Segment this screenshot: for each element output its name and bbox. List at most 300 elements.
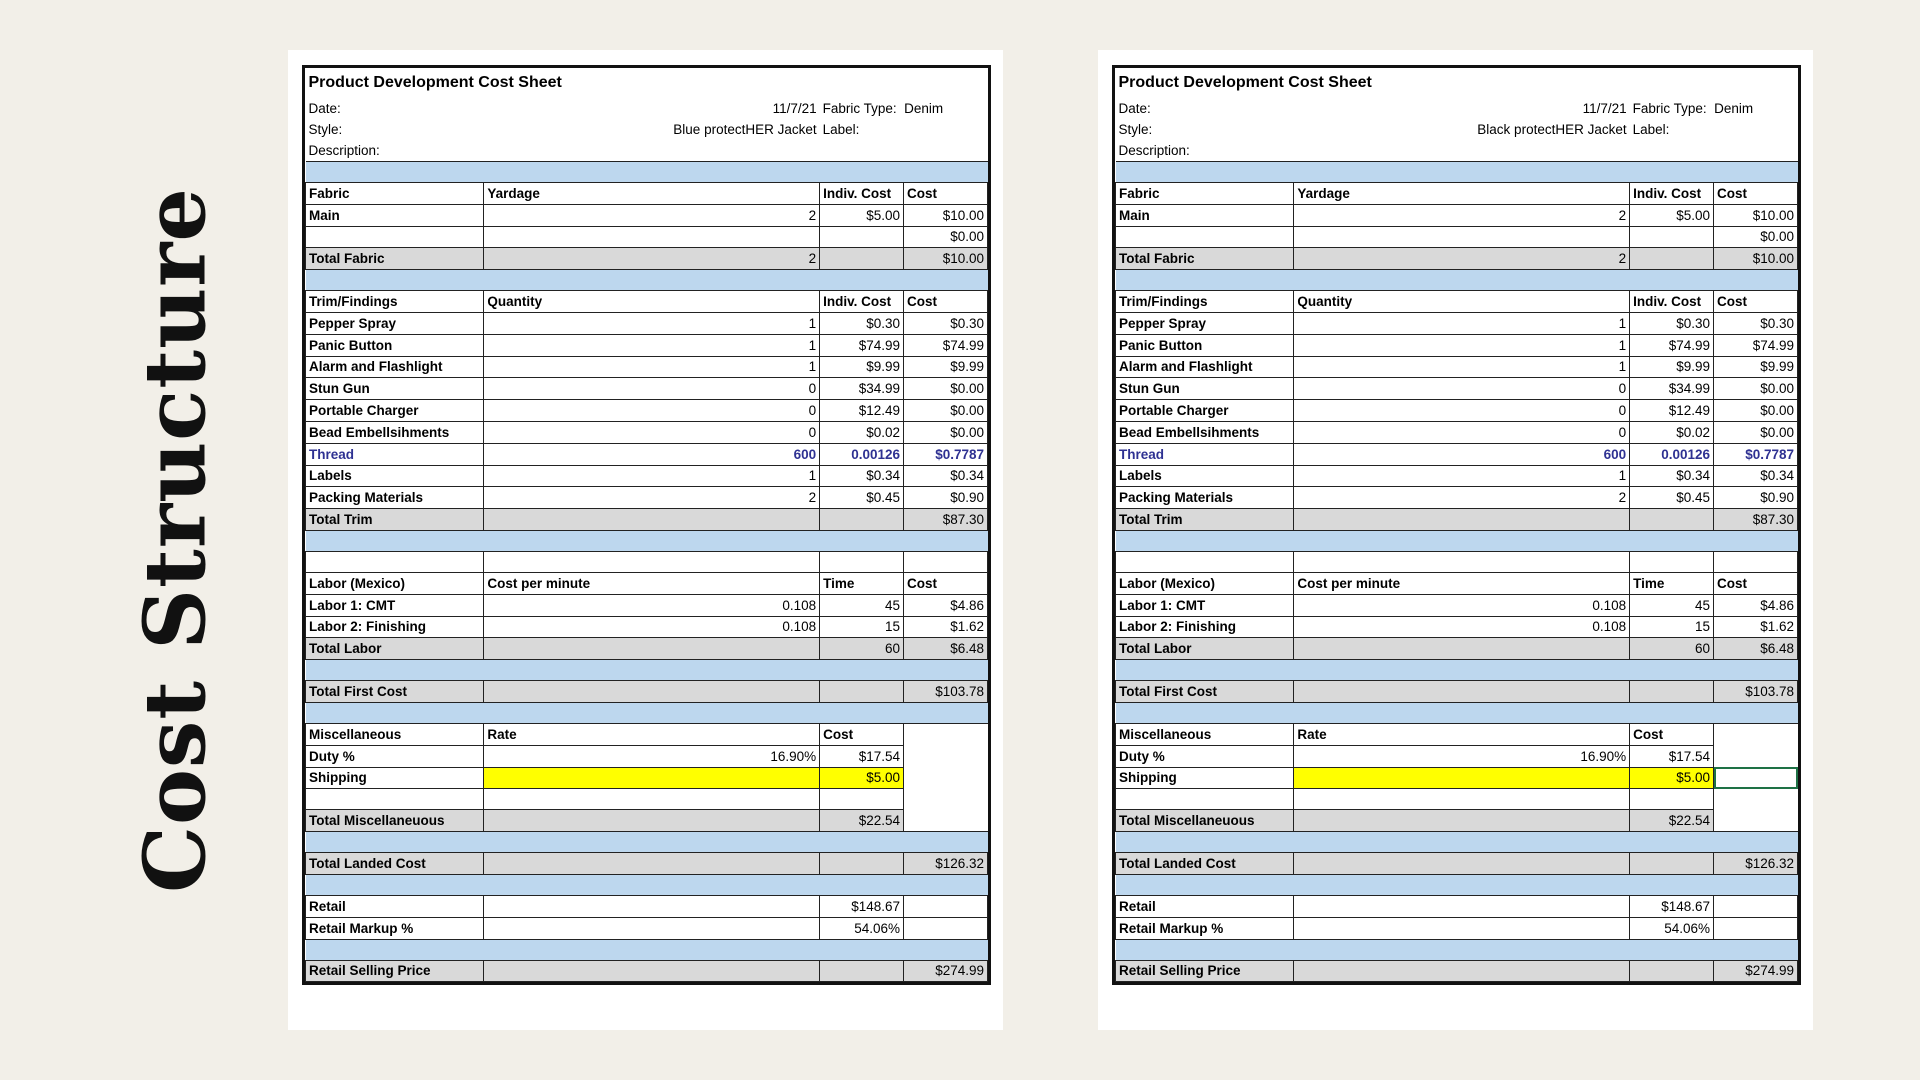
item-name[interactable]: Labor 1: CMT xyxy=(306,594,484,616)
band-cell[interactable] xyxy=(1714,270,1798,291)
column-header[interactable]: Indiv. Cost xyxy=(1630,291,1714,313)
empty-cell[interactable] xyxy=(904,789,988,810)
total-cost[interactable]: $22.54 xyxy=(820,810,904,832)
column-header[interactable]: Cost per minute xyxy=(484,572,820,594)
band-cell[interactable] xyxy=(1630,832,1714,853)
empty-cell[interactable] xyxy=(484,509,820,531)
total-label[interactable]: Total Fabric xyxy=(1116,248,1294,270)
description-label[interactable]: Description: xyxy=(1118,143,1190,158)
empty-cell[interactable] xyxy=(904,551,988,572)
empty-cell[interactable] xyxy=(1294,551,1630,572)
empty-cell[interactable] xyxy=(484,789,820,810)
item-name[interactable] xyxy=(306,226,484,248)
total-cost[interactable]: $103.78 xyxy=(1714,681,1798,703)
empty-cell[interactable] xyxy=(1714,810,1798,832)
empty-cell[interactable] xyxy=(1294,638,1630,660)
total-label[interactable]: Retail Selling Price xyxy=(306,960,484,982)
item-name[interactable] xyxy=(1116,226,1294,248)
band-cell[interactable] xyxy=(820,270,904,291)
quantity-cell[interactable] xyxy=(484,226,820,248)
fabric-type[interactable] xyxy=(820,98,988,119)
band-cell[interactable] xyxy=(1630,874,1714,895)
empty-cell[interactable] xyxy=(904,810,988,832)
empty-cell[interactable] xyxy=(484,810,820,832)
empty-cell[interactable] xyxy=(1294,509,1630,531)
cost-cell[interactable]: $0.00 xyxy=(1714,226,1798,248)
item-name[interactable]: Portable Charger xyxy=(306,400,484,422)
column-header[interactable]: Indiv. Cost xyxy=(820,291,904,313)
empty-cell[interactable] xyxy=(484,895,820,917)
band-cell[interactable] xyxy=(1116,660,1294,681)
cost-cell[interactable]: $0.90 xyxy=(1714,487,1798,509)
item-name[interactable]: Packing Materials xyxy=(1116,487,1294,509)
total-label[interactable]: Total First Cost xyxy=(1116,681,1294,703)
band-cell[interactable] xyxy=(904,162,988,183)
item-name[interactable]: Duty % xyxy=(306,745,484,767)
item-name[interactable]: Duty % xyxy=(1116,745,1294,767)
band-cell[interactable] xyxy=(820,660,904,681)
band-cell[interactable] xyxy=(1630,162,1714,183)
quantity-cell[interactable]: 1 xyxy=(1294,334,1630,356)
shipping-rate-cell[interactable] xyxy=(1294,767,1630,789)
style-value[interactable]: Blue protectHER Jacket xyxy=(673,122,817,137)
rate-cell[interactable]: 0.108 xyxy=(1294,616,1630,638)
cost-cell[interactable]: $17.54 xyxy=(820,745,904,767)
column-header[interactable]: Time xyxy=(1630,572,1714,594)
column-header[interactable]: Cost xyxy=(1714,291,1798,313)
band-cell[interactable] xyxy=(904,832,988,853)
band-cell[interactable] xyxy=(1116,832,1294,853)
total-cost[interactable]: $274.99 xyxy=(1714,960,1798,982)
cost-cell[interactable]: $0.00 xyxy=(904,226,988,248)
band-cell[interactable] xyxy=(1630,939,1714,960)
quantity-cell[interactable]: 1 xyxy=(484,312,820,334)
band-cell[interactable] xyxy=(1630,530,1714,551)
empty-cell[interactable] xyxy=(1714,917,1798,939)
cost-cell[interactable]: $4.86 xyxy=(904,594,988,616)
quantity-cell[interactable]: 2 xyxy=(484,487,820,509)
band-cell[interactable] xyxy=(1714,660,1798,681)
band-cell[interactable] xyxy=(820,702,904,723)
cost-cell[interactable]: $17.54 xyxy=(1630,745,1714,767)
item-name[interactable]: Stun Gun xyxy=(306,378,484,400)
retail-value[interactable]: $148.67 xyxy=(1630,895,1714,917)
band-cell[interactable] xyxy=(904,270,988,291)
band-cell[interactable] xyxy=(820,162,904,183)
total-cost[interactable]: $87.30 xyxy=(1714,509,1798,531)
item-name[interactable]: Bead Embellsihments xyxy=(306,421,484,443)
column-header[interactable]: Yardage xyxy=(484,183,820,205)
total-label[interactable]: Total Fabric xyxy=(306,248,484,270)
band-cell[interactable] xyxy=(904,939,988,960)
cost-cell[interactable]: $0.00 xyxy=(1714,378,1798,400)
quantity-cell[interactable]: 0 xyxy=(1294,378,1630,400)
total-cost[interactable]: $126.32 xyxy=(1714,853,1798,875)
item-name[interactable]: Thread xyxy=(306,443,484,465)
empty-cell[interactable] xyxy=(1294,810,1630,832)
empty-cell[interactable] xyxy=(1116,789,1294,810)
band-cell[interactable] xyxy=(820,874,904,895)
total-quantity[interactable]: 2 xyxy=(484,248,820,270)
quantity-cell[interactable] xyxy=(1294,226,1630,248)
quantity-cell[interactable]: 600 xyxy=(1294,443,1630,465)
empty-cell[interactable] xyxy=(1630,248,1714,270)
band-cell[interactable] xyxy=(1294,162,1630,183)
band-cell[interactable] xyxy=(1116,162,1294,183)
column-header[interactable]: Rate xyxy=(484,723,820,745)
time-cell[interactable]: 45 xyxy=(1630,594,1714,616)
cost-cell[interactable]: $0.7787 xyxy=(904,443,988,465)
column-header[interactable]: Labor (Mexico) xyxy=(1116,572,1294,594)
empty-cell[interactable] xyxy=(1630,551,1714,572)
indiv-cost-cell[interactable]: $0.45 xyxy=(820,487,904,509)
cost-cell[interactable]: $0.30 xyxy=(1714,312,1798,334)
column-header[interactable]: Trim/Findings xyxy=(306,291,484,313)
empty-cell[interactable] xyxy=(1116,551,1294,572)
band-cell[interactable] xyxy=(306,660,484,681)
band-cell[interactable] xyxy=(484,270,820,291)
band-cell[interactable] xyxy=(1294,660,1630,681)
band-cell[interactable] xyxy=(820,939,904,960)
empty-cell[interactable] xyxy=(1714,789,1798,810)
total-label[interactable]: Total Labor xyxy=(1116,638,1294,660)
time-cell[interactable]: 45 xyxy=(820,594,904,616)
total-label[interactable]: Retail Selling Price xyxy=(1116,960,1294,982)
column-header[interactable]: Cost per minute xyxy=(1294,572,1630,594)
band-cell[interactable] xyxy=(1630,660,1714,681)
quantity-cell[interactable]: 2 xyxy=(1294,487,1630,509)
column-header[interactable]: Cost xyxy=(1630,723,1714,745)
empty-cell[interactable] xyxy=(484,551,820,572)
item-name[interactable]: Portable Charger xyxy=(1116,400,1294,422)
indiv-cost-cell[interactable]: $9.99 xyxy=(820,356,904,378)
empty-cell[interactable] xyxy=(904,895,988,917)
date-value[interactable]: 11/7/21 xyxy=(1582,101,1627,116)
cost-cell[interactable]: $0.00 xyxy=(1714,421,1798,443)
time-cell[interactable]: 15 xyxy=(1630,616,1714,638)
column-header[interactable]: Fabric xyxy=(306,183,484,205)
date-value[interactable]: 11/7/21 xyxy=(772,101,817,116)
cost-cell[interactable]: $9.99 xyxy=(904,356,988,378)
cost-cell[interactable]: $0.34 xyxy=(904,465,988,487)
label-label[interactable]: Label: xyxy=(822,122,860,137)
quantity-cell[interactable]: 0 xyxy=(1294,421,1630,443)
indiv-cost-cell[interactable]: $9.99 xyxy=(1630,356,1714,378)
total-cost[interactable]: $6.48 xyxy=(904,638,988,660)
quantity-cell[interactable]: 0 xyxy=(484,400,820,422)
markup-value[interactable]: 54.06% xyxy=(820,917,904,939)
rate-cell[interactable]: 0.108 xyxy=(484,616,820,638)
cost-cell[interactable]: $0.7787 xyxy=(1714,443,1798,465)
indiv-cost-cell[interactable]: $5.00 xyxy=(820,204,904,226)
selected-cell[interactable] xyxy=(904,767,988,789)
indiv-cost-cell[interactable] xyxy=(820,226,904,248)
empty-cell[interactable] xyxy=(306,789,484,810)
indiv-cost-cell[interactable]: $0.34 xyxy=(820,465,904,487)
empty-cell[interactable] xyxy=(1714,895,1798,917)
empty-cell[interactable] xyxy=(1294,681,1630,703)
band-cell[interactable] xyxy=(1630,702,1714,723)
indiv-cost-cell[interactable]: $12.49 xyxy=(1630,400,1714,422)
column-header[interactable]: Miscellaneous xyxy=(1116,723,1294,745)
empty-cell[interactable] xyxy=(1714,551,1798,572)
total-time[interactable]: 60 xyxy=(820,638,904,660)
band-cell[interactable] xyxy=(1116,702,1294,723)
band-cell[interactable] xyxy=(484,874,820,895)
cost-cell[interactable]: $0.30 xyxy=(904,312,988,334)
cost-cell[interactable]: $1.62 xyxy=(1714,616,1798,638)
empty-cell[interactable] xyxy=(1714,745,1798,767)
empty-cell[interactable] xyxy=(1630,509,1714,531)
column-header[interactable]: Yardage xyxy=(1294,183,1630,205)
empty-cell[interactable] xyxy=(1630,681,1714,703)
fabric-type[interactable] xyxy=(1630,98,1798,119)
empty-cell[interactable] xyxy=(1294,789,1630,810)
item-name[interactable]: Shipping xyxy=(1116,767,1294,789)
column-header[interactable]: Trim/Findings xyxy=(1116,291,1294,313)
rate-cell[interactable]: 16.90% xyxy=(1294,745,1630,767)
quantity-cell[interactable]: 0 xyxy=(484,421,820,443)
cost-cell[interactable]: $0.90 xyxy=(904,487,988,509)
cost-cell[interactable]: $10.00 xyxy=(1714,204,1798,226)
cost-cell[interactable]: $0.00 xyxy=(1714,400,1798,422)
item-name[interactable]: Main xyxy=(1116,204,1294,226)
empty-cell[interactable] xyxy=(820,789,904,810)
column-header[interactable]: Cost xyxy=(904,183,988,205)
empty-cell[interactable] xyxy=(1294,917,1630,939)
item-name[interactable]: Labor 2: Finishing xyxy=(1116,616,1294,638)
empty-cell[interactable] xyxy=(1630,853,1714,875)
item-name[interactable]: Main xyxy=(306,204,484,226)
quantity-cell[interactable]: 1 xyxy=(484,334,820,356)
total-label[interactable]: Total Labor xyxy=(306,638,484,660)
total-cost[interactable]: $6.48 xyxy=(1714,638,1798,660)
rate-cell[interactable]: 0.108 xyxy=(1294,594,1630,616)
band-cell[interactable] xyxy=(484,832,820,853)
band-cell[interactable] xyxy=(306,530,484,551)
cost-cell[interactable]: $4.86 xyxy=(1714,594,1798,616)
column-header[interactable]: Time xyxy=(820,572,904,594)
item-name[interactable]: Packing Materials xyxy=(306,487,484,509)
item-name[interactable]: Thread xyxy=(1116,443,1294,465)
cost-cell[interactable]: $9.99 xyxy=(1714,356,1798,378)
column-header[interactable]: Miscellaneous xyxy=(306,723,484,745)
time-cell[interactable]: 15 xyxy=(820,616,904,638)
band-cell[interactable] xyxy=(1714,832,1798,853)
rate-cell[interactable]: 16.90% xyxy=(484,745,820,767)
cost-cell[interactable]: $0.00 xyxy=(904,400,988,422)
column-header[interactable]: Indiv. Cost xyxy=(1630,183,1714,205)
item-name[interactable]: Pepper Spray xyxy=(306,312,484,334)
quantity-cell[interactable]: 2 xyxy=(1294,204,1630,226)
band-cell[interactable] xyxy=(1294,270,1630,291)
quantity-cell[interactable]: 2 xyxy=(484,204,820,226)
item-name[interactable]: Retail Markup % xyxy=(1116,917,1294,939)
item-name[interactable]: Bead Embellsihments xyxy=(1116,421,1294,443)
band-cell[interactable] xyxy=(1116,939,1294,960)
empty-cell[interactable] xyxy=(820,853,904,875)
total-cost[interactable]: $274.99 xyxy=(904,960,988,982)
item-name[interactable]: Panic Button xyxy=(306,334,484,356)
total-time[interactable]: 60 xyxy=(1630,638,1714,660)
indiv-cost-cell[interactable]: $74.99 xyxy=(1630,334,1714,356)
band-cell[interactable] xyxy=(484,530,820,551)
band-cell[interactable] xyxy=(484,162,820,183)
empty-cell[interactable] xyxy=(484,681,820,703)
empty-cell[interactable] xyxy=(484,638,820,660)
total-cost[interactable]: $126.32 xyxy=(904,853,988,875)
empty-cell[interactable] xyxy=(820,551,904,572)
indiv-cost-cell[interactable] xyxy=(1630,226,1714,248)
total-cost[interactable]: $87.30 xyxy=(904,509,988,531)
empty-cell[interactable] xyxy=(484,960,820,982)
band-cell[interactable] xyxy=(820,832,904,853)
cost-cell[interactable]: $1.62 xyxy=(904,616,988,638)
band-cell[interactable] xyxy=(1630,270,1714,291)
total-label[interactable]: Total Landed Cost xyxy=(1116,853,1294,875)
indiv-cost-cell[interactable]: $0.02 xyxy=(1630,421,1714,443)
quantity-cell[interactable]: 1 xyxy=(1294,312,1630,334)
item-name[interactable]: Stun Gun xyxy=(1116,378,1294,400)
total-quantity[interactable]: 2 xyxy=(1294,248,1630,270)
total-cost[interactable]: $10.00 xyxy=(904,248,988,270)
empty-cell[interactable] xyxy=(904,745,988,767)
item-name[interactable]: Shipping xyxy=(306,767,484,789)
cost-cell[interactable]: $0.00 xyxy=(904,378,988,400)
empty-cell[interactable] xyxy=(820,248,904,270)
cost-cell[interactable]: $0.34 xyxy=(1714,465,1798,487)
quantity-cell[interactable]: 1 xyxy=(1294,356,1630,378)
item-name[interactable]: Retail xyxy=(306,895,484,917)
quantity-cell[interactable]: 600 xyxy=(484,443,820,465)
indiv-cost-cell[interactable]: $0.34 xyxy=(1630,465,1714,487)
item-name[interactable]: Labor 2: Finishing xyxy=(306,616,484,638)
column-header[interactable]: Cost xyxy=(820,723,904,745)
band-cell[interactable] xyxy=(820,530,904,551)
band-cell[interactable] xyxy=(1116,270,1294,291)
column-header[interactable]: Cost xyxy=(1714,183,1798,205)
column-header[interactable]: Quantity xyxy=(484,291,820,313)
band-cell[interactable] xyxy=(1714,162,1798,183)
column-header[interactable]: Quantity xyxy=(1294,291,1630,313)
empty-cell[interactable] xyxy=(1294,853,1630,875)
description-label[interactable]: Description: xyxy=(308,143,380,158)
total-cost[interactable]: $22.54 xyxy=(1630,810,1714,832)
column-header[interactable]: Cost xyxy=(904,291,988,313)
quantity-cell[interactable]: 0 xyxy=(484,378,820,400)
indiv-cost-cell[interactable]: 0.00126 xyxy=(1630,443,1714,465)
band-cell[interactable] xyxy=(1294,939,1630,960)
total-label[interactable]: Total Trim xyxy=(306,509,484,531)
cost-cell[interactable]: $74.99 xyxy=(904,334,988,356)
total-label[interactable]: Total Landed Cost xyxy=(306,853,484,875)
cost-cell[interactable]: $5.00 xyxy=(1630,767,1714,789)
empty-cell[interactable] xyxy=(306,551,484,572)
column-header[interactable]: Rate xyxy=(1294,723,1630,745)
band-cell[interactable] xyxy=(306,874,484,895)
band-cell[interactable] xyxy=(1116,530,1294,551)
band-cell[interactable] xyxy=(484,660,820,681)
cost-cell[interactable]: $5.00 xyxy=(820,767,904,789)
item-name[interactable]: Alarm and Flashlight xyxy=(1116,356,1294,378)
quantity-cell[interactable]: 0 xyxy=(1294,400,1630,422)
indiv-cost-cell[interactable]: $74.99 xyxy=(820,334,904,356)
empty-cell[interactable] xyxy=(1630,789,1714,810)
cost-cell[interactable]: $0.00 xyxy=(904,421,988,443)
total-label[interactable]: Total Miscellaneuous xyxy=(306,810,484,832)
item-name[interactable]: Labor 1: CMT xyxy=(1116,594,1294,616)
empty-cell[interactable] xyxy=(484,853,820,875)
total-cost[interactable]: $10.00 xyxy=(1714,248,1798,270)
band-cell[interactable] xyxy=(306,832,484,853)
indiv-cost-cell[interactable]: $12.49 xyxy=(820,400,904,422)
item-name[interactable]: Retail Markup % xyxy=(306,917,484,939)
column-header[interactable]: Cost xyxy=(1714,572,1798,594)
retail-value[interactable]: $148.67 xyxy=(820,895,904,917)
column-header[interactable]: Cost xyxy=(904,572,988,594)
band-cell[interactable] xyxy=(306,702,484,723)
empty-cell[interactable] xyxy=(820,509,904,531)
indiv-cost-cell[interactable]: $5.00 xyxy=(1630,204,1714,226)
indiv-cost-cell[interactable]: $0.02 xyxy=(820,421,904,443)
empty-cell[interactable] xyxy=(904,917,988,939)
band-cell[interactable] xyxy=(306,939,484,960)
total-label[interactable]: Total Trim xyxy=(1116,509,1294,531)
indiv-cost-cell[interactable]: 0.00126 xyxy=(820,443,904,465)
quantity-cell[interactable]: 1 xyxy=(1294,465,1630,487)
band-cell[interactable] xyxy=(904,874,988,895)
band-cell[interactable] xyxy=(1294,832,1630,853)
item-name[interactable]: Labels xyxy=(306,465,484,487)
rate-cell[interactable]: 0.108 xyxy=(484,594,820,616)
empty-cell[interactable] xyxy=(820,960,904,982)
band-cell[interactable] xyxy=(904,530,988,551)
item-name[interactable]: Panic Button xyxy=(1116,334,1294,356)
indiv-cost-cell[interactable]: $0.30 xyxy=(820,312,904,334)
column-header[interactable]: Fabric xyxy=(1116,183,1294,205)
quantity-cell[interactable]: 1 xyxy=(484,465,820,487)
empty-cell[interactable] xyxy=(1294,960,1630,982)
item-name[interactable]: Pepper Spray xyxy=(1116,312,1294,334)
item-name[interactable]: Retail xyxy=(1116,895,1294,917)
cost-cell[interactable]: $10.00 xyxy=(904,204,988,226)
empty-cell[interactable] xyxy=(820,681,904,703)
band-cell[interactable] xyxy=(306,162,484,183)
label-label[interactable]: Label: xyxy=(1632,122,1670,137)
band-cell[interactable] xyxy=(904,702,988,723)
quantity-cell[interactable]: 1 xyxy=(484,356,820,378)
band-cell[interactable] xyxy=(1294,702,1630,723)
style-value[interactable]: Black protectHER Jacket xyxy=(1477,122,1627,137)
band-cell[interactable] xyxy=(484,939,820,960)
band-cell[interactable] xyxy=(1714,874,1798,895)
empty-cell[interactable] xyxy=(1714,723,1798,745)
empty-cell[interactable] xyxy=(484,917,820,939)
empty-cell[interactable] xyxy=(1630,960,1714,982)
shipping-rate-cell[interactable] xyxy=(484,767,820,789)
indiv-cost-cell[interactable]: $34.99 xyxy=(1630,378,1714,400)
column-header[interactable]: Indiv. Cost xyxy=(820,183,904,205)
empty-cell[interactable] xyxy=(904,723,988,745)
indiv-cost-cell[interactable]: $0.30 xyxy=(1630,312,1714,334)
indiv-cost-cell[interactable]: $34.99 xyxy=(820,378,904,400)
total-label[interactable]: Total Miscellaneuous xyxy=(1116,810,1294,832)
total-cost[interactable]: $103.78 xyxy=(904,681,988,703)
band-cell[interactable] xyxy=(1714,702,1798,723)
item-name[interactable]: Labels xyxy=(1116,465,1294,487)
cost-cell[interactable]: $74.99 xyxy=(1714,334,1798,356)
column-header[interactable]: Labor (Mexico) xyxy=(306,572,484,594)
